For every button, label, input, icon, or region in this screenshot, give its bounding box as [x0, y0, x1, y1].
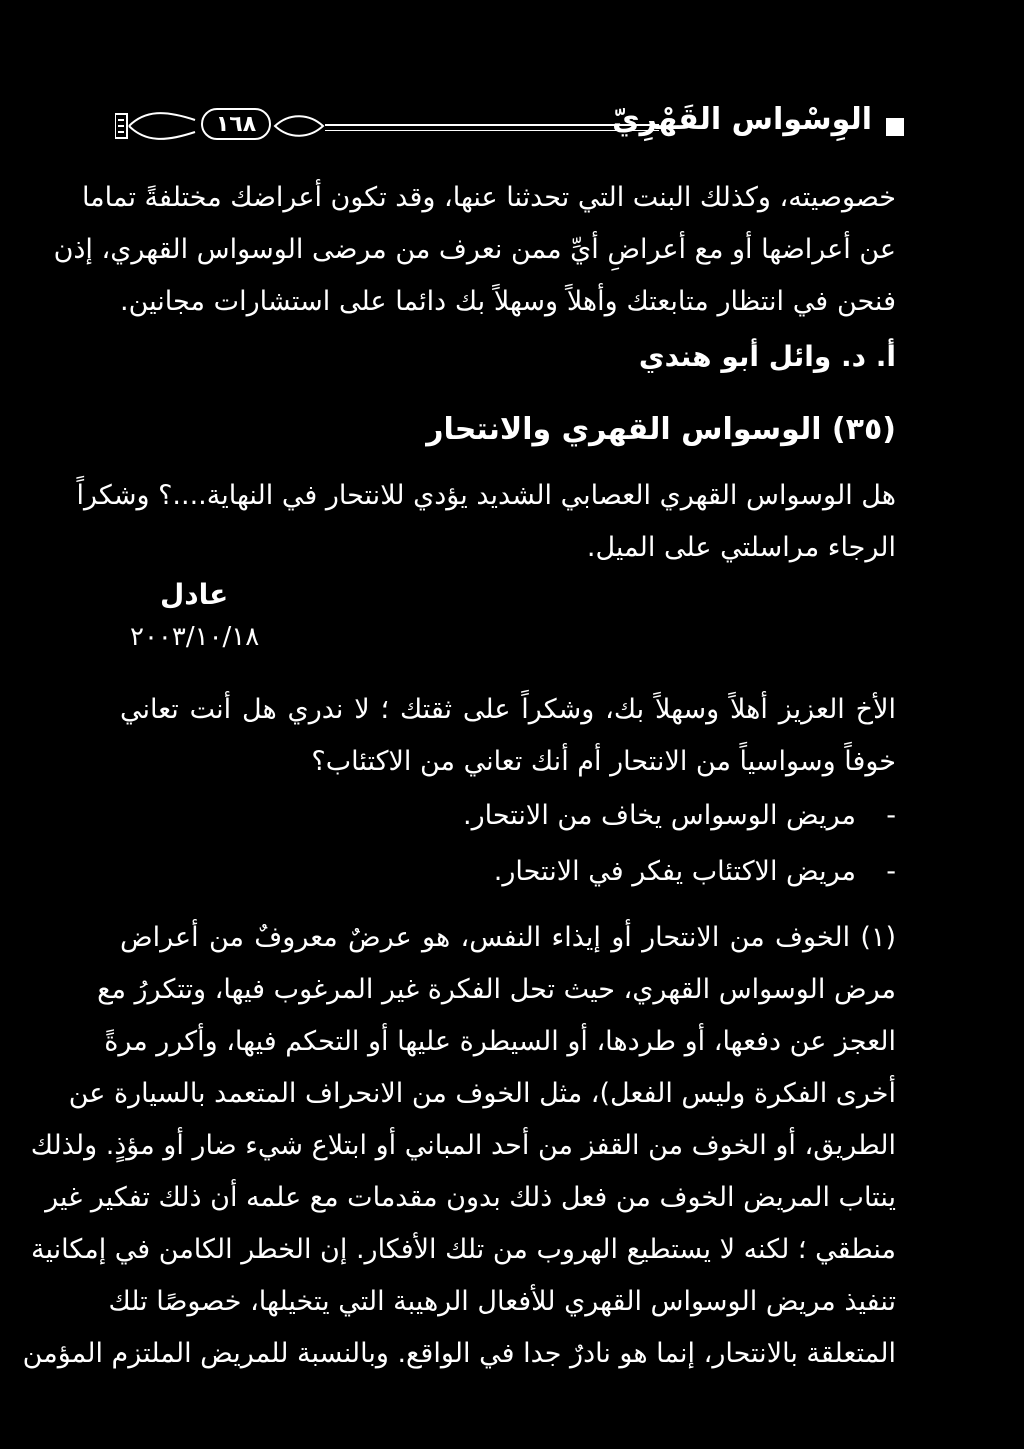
question-line-2: الرجاء مراسلتي على الميل. [586, 532, 896, 563]
bullet-text: مريض الوسواس يخاف من الانتحار. [462, 800, 856, 831]
answer-intro-line-2: خوفاً وسواسياً من الانتحار أم أنك تعاني من الاكتئاب؟ [311, 746, 896, 777]
header-square-mark [886, 118, 904, 136]
bullet-item-2 [494, 856, 896, 887]
running-title: الوِسْواس القَهْرِيّ [612, 102, 872, 137]
letter-line-2: عن أعراضها أو مع أعراضِ أيِّ ممن نعرف من مرضى الوسواس القهري، إذن [53, 234, 896, 265]
page-header [115, 98, 904, 154]
author-signature: أ. د. وائل أبو هندي [638, 340, 896, 373]
paragraph-line-4: أخرى الفكرة وليس الفعل)، مثل الخوف من الانحراف المتعمد بالسيارة عن [68, 1078, 896, 1109]
letter-line-1: خصوصيته، وكذلك البنت التي تحدثنا عنها، وقد تكون أعراضك مختلفةً تماما [81, 182, 896, 213]
paragraph-line-3: العجز عن دفعها، أو طردها، أو السيطرة عليها أو التحكم فيها، وأكرر مرةً [104, 1026, 896, 1057]
paragraph-line-5: الطريق، أو الخوف من القفز من أحد المباني أو ابتلاع شيء ضار أو مؤذٍ. ولذلك [30, 1130, 896, 1161]
paragraph-line-2: مرض الوسواس القهري، حيث تحل الفكرة غير المرغوب فيها، وتتكررُ مع [97, 974, 896, 1005]
question-date: ٢٠٠٣/١٠/١٨ [130, 622, 260, 652]
letter-line-3: فنحن في انتظار متابعتك وأهلاً وسهلاً بك دائما على استشارات مجانين. [120, 286, 896, 317]
question-line-1: هل الوسواس القهري العصابي الشديد يؤدي للانتحار في النهاية....؟ وشكراً [76, 480, 896, 511]
page-number: ١٦٨ [201, 108, 271, 140]
header-rule-thin [325, 130, 659, 131]
bullet-item-1 [463, 800, 896, 831]
paragraph-line-6: ينتاب المريض الخوف من فعل ذلك بدون مقدمات مع علمه أن ذلك تفكير غير [45, 1182, 896, 1213]
paragraph-line-9: المتعلقة بالانتحار، إنما هو نادرٌ جدا في الواقع. وبالنسبة للمريض الملتزم المؤمن [22, 1338, 896, 1369]
sender-name: عادل [160, 578, 229, 611]
paragraph-line-7: منطقي ؛ لكنه لا يستطيع الهروب من تلك الأفكار. إن الخطر الكامن في إمكانية [30, 1234, 896, 1265]
bullet-text: مريض الاكتئاب يفكر في الانتحار. [493, 856, 856, 887]
header-rule [325, 124, 659, 126]
answer-intro-line-1: الأخ العزيز أهلاً وسهلاً بك، وشكراً على ثقتك ؛ لا ندري هل أنت تعاني [120, 694, 896, 725]
question-title: (٣٥) الوسواس القهري والانتحار [426, 412, 896, 447]
paragraph-line-1: (١) الخوف من الانتحار أو إيذاء النفس، هو عرضٌ معروفٌ من أعراض [120, 922, 896, 953]
paragraph-line-8: تنفيذ مريض الوسواس القهري للأفعال الرهيبة التي يتخيلها، خصوصًا تلك [108, 1286, 896, 1317]
bullet-dash: - [886, 856, 896, 887]
bullet-dash: - [886, 800, 896, 831]
